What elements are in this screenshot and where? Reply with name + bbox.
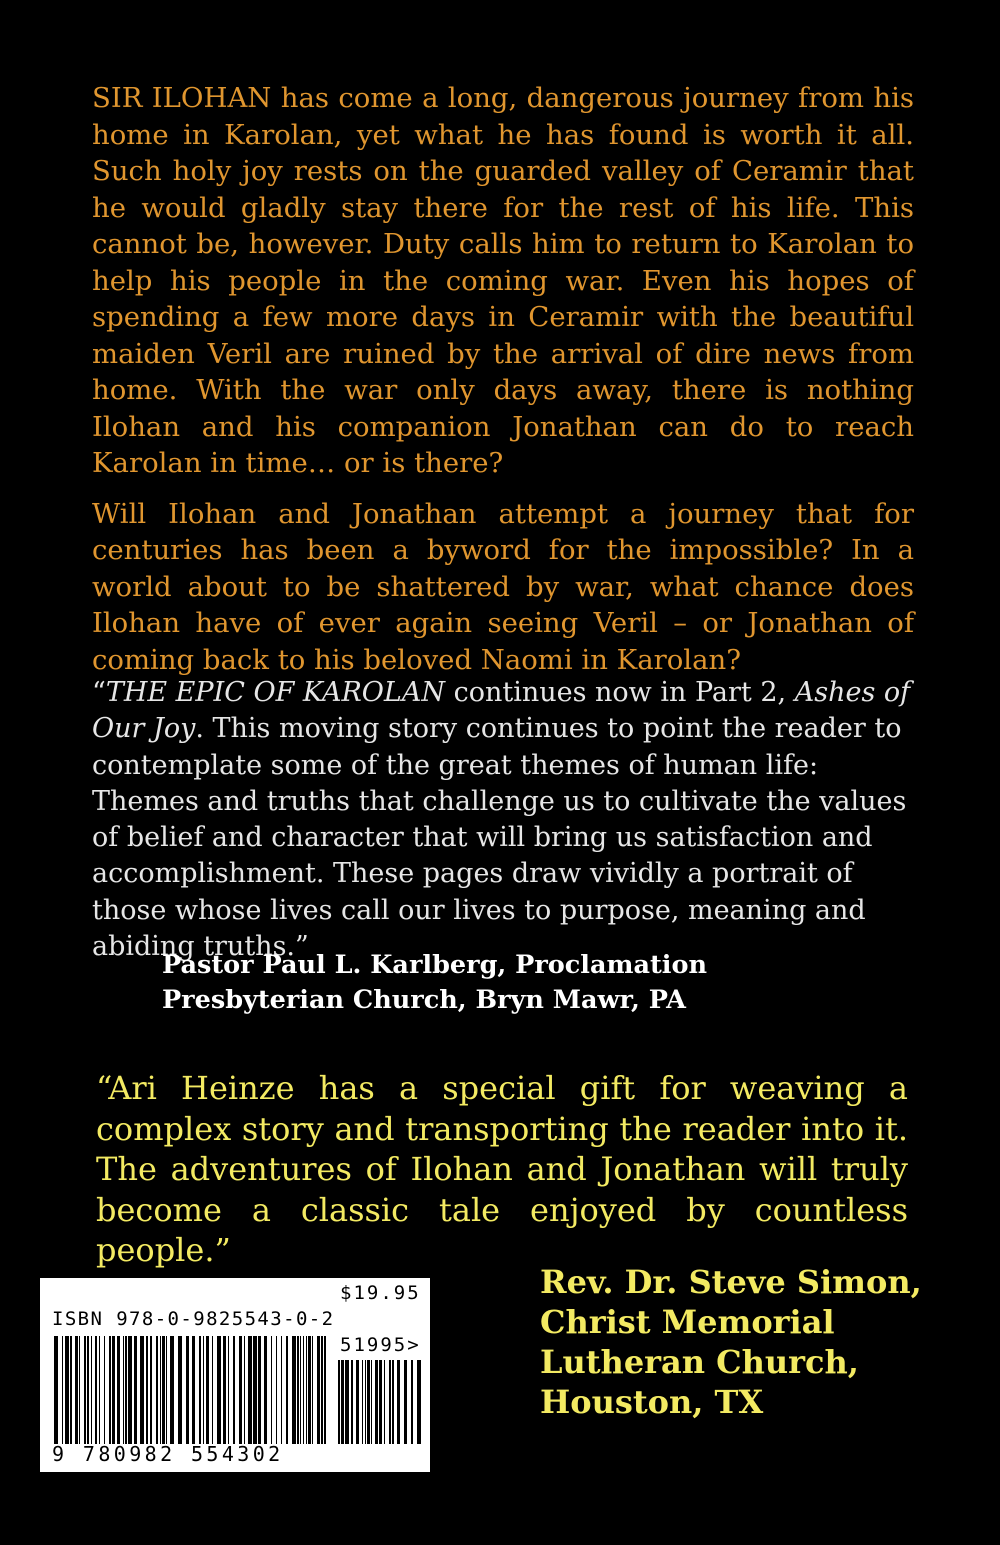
barcode-bar — [281, 1336, 282, 1444]
series-title: THE EPIC OF KAROLAN — [105, 677, 445, 708]
attribution-line: Presbyterian Church, Bryn Mawr, PA — [162, 985, 686, 1015]
barcode-bar — [312, 1336, 313, 1444]
barcode-bar — [125, 1336, 127, 1444]
attribution-line: Rev. Dr. Steve Simon, — [540, 1263, 922, 1301]
barcode-bar — [317, 1336, 320, 1444]
barcode-bar — [160, 1336, 161, 1444]
barcode-bar — [233, 1336, 235, 1444]
barcode-bar — [365, 1360, 366, 1444]
barcode-bar — [104, 1336, 105, 1444]
attribution-line: Pastor Paul L. Karlberg, Proclamation — [162, 950, 708, 980]
barcode-bars-main — [54, 1336, 326, 1444]
description-paragraph-2: Will Ilohan and Jonathan attempt a journey that for centuries has been a byword for the impossible? In a world about to be shattered by war, what chance does Ilohan have of ever again seeing Veril – or Jonathan of coming back to his beloved Naomi in Karolan? — [92, 497, 914, 676]
barcode-bar — [303, 1336, 304, 1444]
barcode-bar — [297, 1336, 299, 1444]
barcode-bar — [192, 1336, 195, 1444]
book-subtitle: Ashes of Our Joy — [92, 677, 911, 745]
barcode-bar — [379, 1360, 382, 1444]
barcode-bar — [248, 1336, 252, 1444]
barcode-bar — [156, 1336, 158, 1444]
quote-open-mark: “ — [92, 677, 106, 708]
barcode-bar — [356, 1360, 359, 1444]
isbn-barcode — [40, 1278, 430, 1472]
barcode-bar — [146, 1336, 148, 1444]
endorsement-attribution-karlberg — [162, 948, 862, 1018]
barcode-bar — [140, 1336, 144, 1444]
barcode-bar — [338, 1360, 340, 1444]
barcode-bar — [65, 1336, 69, 1444]
barcode-bar — [212, 1336, 213, 1444]
attribution-line: Lutheran Church, — [540, 1343, 859, 1381]
barcode-bar — [244, 1336, 245, 1444]
barcode-bar — [404, 1360, 407, 1444]
barcode-bar — [306, 1336, 307, 1444]
price-label: $19.95 — [340, 1282, 421, 1304]
price-addon-code: 51995> — [340, 1334, 421, 1356]
barcode-bar — [150, 1336, 152, 1444]
barcode-bar — [341, 1360, 344, 1444]
barcode-bar — [384, 1360, 385, 1444]
barcode-bar — [134, 1336, 137, 1444]
barcode-bar — [367, 1360, 370, 1444]
barcode-bar — [170, 1336, 174, 1444]
barcode-bar — [345, 1360, 349, 1444]
barcode-bar — [75, 1336, 78, 1444]
barcode-bar — [371, 1360, 372, 1444]
barcode-bars-addon — [338, 1360, 422, 1444]
endorsement-quote-simon: “Ari Heinze has a special gift for weaving a complex story and transporting the reader into it. The adventures of Ilohan and Jonathan will truly become a classic tale enjoyed by countless people.” — [96, 1069, 908, 1269]
barcode-bar — [199, 1336, 201, 1444]
barcode-bar — [239, 1336, 242, 1444]
book-description — [92, 80, 914, 678]
barcode-bar — [321, 1336, 323, 1444]
barcode-bar — [87, 1336, 89, 1444]
barcode-bar — [54, 1336, 58, 1444]
attribution-line: Christ Memorial — [540, 1303, 835, 1341]
quote-body-text: . This moving story continues to point the reader to contemplate some of the great themes of human life: Themes and truths that challenge us to cultivate the values of belief and character that will bring us satisfaction and accomplishment. These pages draw vividly a portrait of those whose lives call our lives to purpose, meaning and abiding truths.” — [92, 713, 907, 963]
barcode-bar — [178, 1336, 182, 1444]
barcode-bar — [109, 1336, 111, 1444]
barcode-bar — [79, 1336, 80, 1444]
barcode-bar — [217, 1336, 221, 1444]
barcode-bar — [411, 1360, 413, 1444]
barcode-bar — [166, 1336, 167, 1444]
barcode-bar — [223, 1336, 226, 1444]
barcode-bar — [271, 1336, 272, 1444]
barcode-bar — [286, 1336, 288, 1444]
barcode-bar — [417, 1360, 421, 1444]
barcode-bar — [308, 1336, 311, 1444]
barcode-bar — [99, 1336, 100, 1444]
barcode-bar — [375, 1360, 378, 1444]
barcode-bar — [276, 1336, 277, 1444]
barcode-bar — [397, 1360, 400, 1444]
barcode-bar — [84, 1336, 86, 1444]
isbn-label: ISBN 978-0-9825543-0-2 — [52, 1308, 335, 1330]
barcode-bar — [228, 1336, 229, 1444]
barcode-bar — [123, 1336, 124, 1444]
description-paragraph-1: SIR ILOHAN has come a long, dangerous journey from his home in Karolan, yet what he has found is worth it all. Such holy joy rests on the guarded valley of Ceramir that he would gladly stay there for the rest of his life. This cannot be, however. Duty calls him to return to Karolan to help his people in the coming war. Even his hopes of spending a few more days in Ceramir with the beautiful maiden Veril are ruined by the arrival of dire news from home. With the war only days away, there is nothing Ilohan and his companion Jonathan can do to reach Karolan in time… or is there? — [92, 82, 914, 479]
barcode-bar — [128, 1336, 132, 1444]
barcode-bar — [324, 1336, 326, 1444]
barcode-bar — [362, 1360, 363, 1444]
barcode-bar — [300, 1336, 301, 1444]
barcode-bar — [351, 1360, 353, 1444]
endorsement-quote-karlberg — [92, 675, 916, 965]
barcode-bar — [95, 1336, 97, 1444]
barcode-bar — [206, 1336, 209, 1444]
barcode-bar — [392, 1360, 394, 1444]
barcode-bar — [292, 1336, 296, 1444]
barcode-bar — [258, 1336, 261, 1444]
barcode-bar — [112, 1336, 115, 1444]
endorsement-attribution-simon — [540, 1262, 980, 1422]
barcode-bar — [253, 1336, 257, 1444]
barcode-bar — [389, 1360, 391, 1444]
barcode-bar — [264, 1336, 267, 1444]
barcode-bar — [117, 1336, 120, 1444]
barcode-bar — [162, 1336, 165, 1444]
barcode-bar — [203, 1336, 204, 1444]
barcode-digits: 9 780982 554302 — [52, 1442, 284, 1466]
barcode-bar — [91, 1336, 92, 1444]
barcode-bar — [186, 1336, 189, 1444]
barcode-bar — [70, 1336, 72, 1444]
attribution-line: Houston, TX — [540, 1383, 764, 1421]
quote-mid-text: continues now in Part 2, — [445, 677, 795, 708]
barcode-bar — [62, 1336, 63, 1444]
